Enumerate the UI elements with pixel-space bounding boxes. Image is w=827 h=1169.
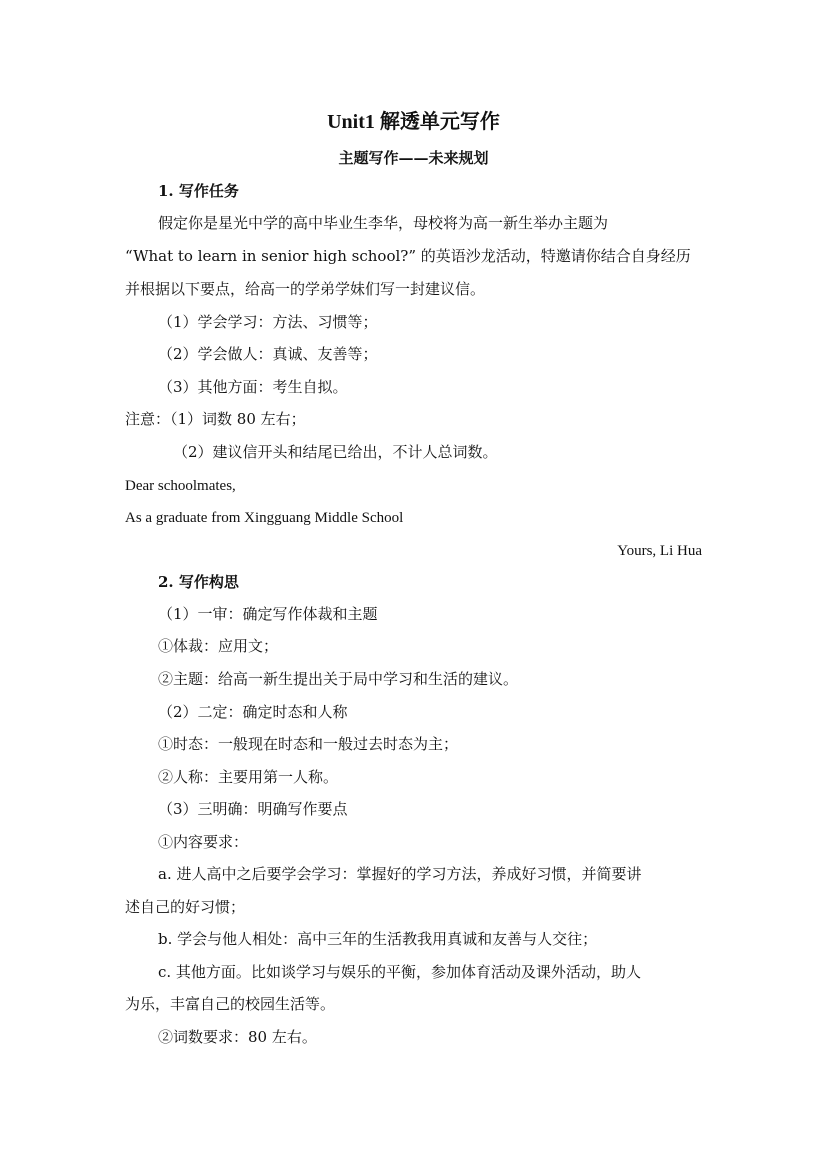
task-line-1: 假定你是星光中学的高中毕业生李华，母校将为高一新生举办主题为: [158, 214, 609, 232]
letter-closing: Yours, Li Hua: [617, 543, 702, 559]
step3-word-count: ②词数要求：80 左右。: [158, 1028, 317, 1046]
step1-theme: ②主题：给高一新生提出关于局中学习和生活的建议。: [158, 670, 519, 688]
item-a-line-1: a. 进人高中之后要学会学习：掌握好的学习方法，养成好习惯，并简要讲: [158, 865, 642, 883]
task-point-1: （1）学会学习：方法、习惯等；: [158, 313, 378, 331]
item-b: b. 学会与他人相处：高中三年的生活教我用真诚和友善与人交往；: [158, 930, 598, 948]
section2-heading: 2. 写作构思: [158, 573, 239, 591]
letter-greeting: Dear schoolmates,: [125, 478, 236, 494]
page-title: Unit1 解透单元写作: [327, 111, 500, 133]
letter-opening: As a graduate from Xingguang Middle School: [125, 510, 404, 526]
step2-person: ②人称：主要用第一人称。: [158, 768, 339, 786]
item-c-line-2: 为乐，丰富自己的校园生活等。: [125, 995, 336, 1013]
item-a-line-2: 述自己的好习惯；: [125, 898, 246, 916]
note-2: （2）建议信开头和结尾已给出，不计人总词数。: [173, 443, 498, 461]
task-line-2: “What to learn in senior high school?” 的英语沙龙活动，特邀请你结合自身经历: [125, 247, 691, 265]
task-point-2: （2）学会做人：真诚、友善等；: [158, 345, 378, 363]
section1-heading: 1. 写作任务: [158, 182, 239, 200]
step3-content-requirements: ①内容要求：: [158, 833, 249, 851]
task-line-3: 并根据以下要点，给高一的学弟学妹们写一封建议信。: [125, 280, 486, 298]
step1-heading: （1）一审：确定写作体裁和主题: [158, 605, 378, 623]
note-1: 注意：（1）词数 80 左右；: [125, 410, 306, 428]
step2-heading: （2）二定：确定时态和人称: [158, 703, 348, 721]
page-subtitle: 主题写作——未来规划: [338, 149, 489, 167]
step1-genre: ①体裁：应用文；: [158, 637, 279, 655]
step3-heading: （3）三明确：明确写作要点: [158, 800, 348, 818]
task-point-3: （3）其他方面：考生自拟。: [158, 378, 348, 396]
item-c-line-1: c. 其他方面。比如谈学习与娱乐的平衡，参加体育活动及课外活动，助人: [158, 963, 641, 981]
step2-tense: ①时态：一般现在时态和一般过去时态为主；: [158, 735, 459, 753]
